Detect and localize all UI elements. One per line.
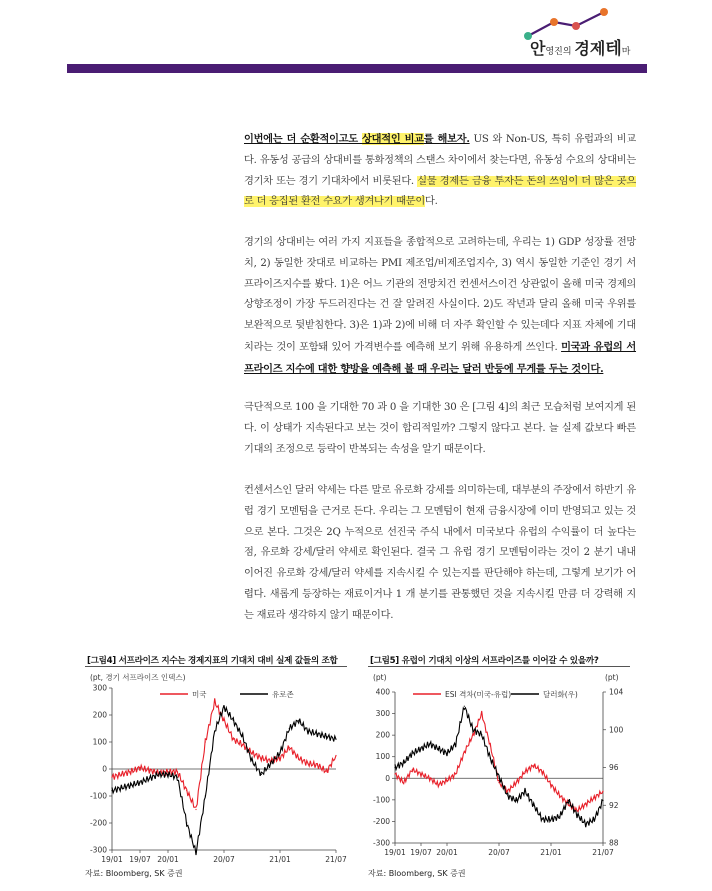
p1-end: 다. [424, 196, 438, 208]
data-point [429, 743, 430, 744]
data-point [394, 773, 395, 774]
data-point [317, 764, 318, 765]
y2-tick-label: 92 [609, 800, 619, 810]
data-point [602, 791, 603, 792]
data-point [326, 736, 327, 737]
y-tick-label: 0 [102, 764, 107, 774]
data-point [307, 763, 308, 764]
data-point [481, 713, 482, 714]
x-tick-label: 19/01 [101, 855, 123, 864]
data-point [251, 760, 252, 761]
data-point [429, 778, 430, 779]
data-point [279, 752, 280, 753]
x-tick-label: 21/07 [325, 855, 347, 864]
data-point [177, 771, 178, 772]
y-tick-label: 300 [375, 709, 390, 719]
logo-dot-orange2 [600, 8, 608, 16]
data-point [223, 720, 224, 721]
legend-label: 유로존 [272, 690, 294, 699]
data-point [464, 752, 465, 753]
paragraph-2 [244, 233, 636, 381]
legend-label: 미국 [192, 690, 207, 699]
data-point [335, 739, 336, 740]
y-tick-label: 200 [92, 710, 107, 720]
y-tick-label: -100 [372, 795, 390, 805]
paragraph-1 [244, 129, 636, 213]
data-point [111, 790, 112, 791]
data-point [121, 787, 122, 788]
y2-axis-label: (pt) [605, 673, 619, 682]
data-point [167, 774, 168, 775]
data-point [261, 758, 262, 759]
figure4-title: [그림4] 서프라이즈 지수는 경제지표의 기대치 대비 실제 값들의 조합 [87, 656, 338, 666]
data-point [533, 805, 534, 806]
data-point [394, 767, 395, 768]
figure5-title-rule [368, 666, 630, 667]
data-point [464, 706, 465, 707]
data-point [594, 819, 595, 820]
header-divider-bar [67, 64, 647, 73]
y2-tick-label: 104 [609, 687, 624, 697]
data-point [167, 771, 168, 772]
data-point [594, 797, 595, 798]
data-point [568, 800, 569, 801]
y-tick-label: 400 [375, 687, 390, 697]
data-point [261, 774, 262, 775]
y-tick-label: 200 [375, 730, 390, 740]
data-point [550, 784, 551, 785]
data-point [242, 744, 243, 745]
y-tick-label: -300 [89, 845, 107, 855]
y-tick-label: -200 [89, 818, 107, 828]
p1-lead: 이번에는 더 순환적이고도 [244, 133, 363, 145]
x-tick-label: 20/07 [488, 848, 510, 857]
p1-highlight-2: 실물 경제든 금융 투자든 돈의 쓰임이 더 많은 곳으로 더 응집된 환전 수요가 생겨나기 때문이 [244, 175, 636, 208]
data-point [139, 782, 140, 783]
data-point [576, 814, 577, 815]
series-line-1 [112, 698, 336, 807]
figure5-source: 자료: Bloomberg, SK 증권 [368, 869, 466, 878]
logo-big2: 경제 [574, 39, 606, 58]
data-point [438, 748, 439, 749]
data-point [205, 741, 206, 742]
data-point [130, 785, 131, 786]
logo-big3: 테 [605, 39, 622, 59]
figure4-title-rule [85, 666, 347, 667]
data-point [307, 731, 308, 732]
data-point [490, 745, 491, 746]
data-point [195, 809, 196, 810]
data-point [298, 720, 299, 721]
data-point [585, 824, 586, 825]
data-point [139, 767, 140, 768]
data-point [498, 782, 499, 783]
data-point [111, 777, 112, 778]
data-point [149, 778, 150, 779]
data-point [507, 791, 508, 792]
data-point [223, 706, 224, 707]
x-tick-label: 21/01 [269, 855, 291, 864]
x-tick-label: 20/01 [157, 855, 179, 864]
p2-emphasis: 미국과 유럽의 서프라이즈 지수에 대한 향방을 예측해 볼 때 우리는 달러 반등에 무게를 두는 것이다. [244, 340, 637, 375]
logo-text [530, 34, 630, 59]
figure5-title: [그림5] 유럽이 기대치 이상의 서프라이즈를 이어갈 수 있을까? [370, 656, 599, 666]
data-point [195, 852, 196, 853]
y-tick-label: 100 [375, 752, 390, 762]
data-point [317, 733, 318, 734]
data-point [438, 784, 439, 785]
y-tick-label: 0 [385, 773, 390, 783]
data-point [602, 800, 603, 801]
p1-body: US 와 Non-US, 특히 유럽과의 비교다. 유동성 공급의 상대비를 통화정책의 스탠스 차이에서 찾는다면, 유동성 수요의 상대비는 경기차 또는 경기 기대차에서 비롯된다. [244, 134, 636, 187]
figure4-source: 자료: Bloomberg, SK 증권 [85, 869, 183, 878]
data-point [472, 735, 473, 736]
data-point [542, 819, 543, 820]
data-point [403, 762, 404, 763]
logo-small2: 마 [621, 47, 631, 57]
series-line-1 [395, 711, 603, 812]
logo-big1: 안 [530, 39, 546, 58]
data-point [130, 771, 131, 772]
data-point [289, 747, 290, 748]
data-point [177, 777, 178, 778]
x-tick-label: 20/07 [213, 855, 235, 864]
p2-body: 경기의 상대비는 여러 가지 지표들을 종합적으로 고려하는데, 우리는 1) GDP 성장률 전망치, 2) 동일한 잣대로 비교하는 PMI 제조업/비제조업지수, 3) 역시 동일한 기준인 경기 서프라이즈지수를 봤다. 1)은 어느 기관의 전망치건 컨센서스이건 상관없이 올해 미국 경제의 상향조정이 가장 두드러진다는 건 잘 알려진 사실이다. 2)도 작년과 달리 올해 미국 우위를 보완적으로 뒷받침한다. 3)은 1)과 2)에 비해 더 자주 확인할 수 있는데다 지표 자체에 기대치라는 것이 포함돼 있어 가격변수를 예측해 보기 위해 유용하게 쓰인다. [244, 237, 636, 353]
data-point [214, 701, 215, 702]
data-point [446, 780, 447, 781]
data-point [542, 771, 543, 772]
series-line-2 [112, 705, 336, 855]
data-point [298, 758, 299, 759]
data-point [516, 800, 517, 801]
data-point [507, 795, 508, 796]
data-point [490, 758, 491, 759]
data-point [149, 770, 150, 771]
data-point [403, 782, 404, 783]
data-point [205, 795, 206, 796]
data-point [559, 795, 560, 796]
data-point [516, 782, 517, 783]
figure4-chart [80, 670, 350, 862]
logo-dot-red [572, 22, 580, 30]
y-axis-label: (pt, 경기 서프라이즈 인덱스) [90, 673, 186, 682]
data-point [481, 734, 482, 735]
x-tick-label: 21/07 [592, 848, 614, 857]
data-point [233, 720, 234, 721]
logo-small1: 영진의 [545, 47, 575, 57]
y-tick-label: 100 [92, 737, 107, 747]
data-point [472, 729, 473, 730]
y2-tick-label: 96 [609, 763, 619, 772]
data-point [559, 816, 560, 817]
data-point [420, 748, 421, 749]
y-tick-label: -200 [372, 816, 390, 826]
data-point [289, 728, 290, 729]
data-point [251, 752, 252, 753]
logo-line [528, 12, 604, 36]
data-point [233, 739, 234, 740]
y-tick-label: -100 [89, 791, 107, 801]
data-point [214, 731, 215, 732]
data-point [420, 773, 421, 774]
data-point [270, 763, 271, 764]
data-point [498, 776, 499, 777]
data-point [524, 791, 525, 792]
x-tick-label: 19/07 [410, 848, 432, 857]
x-tick-label: 19/07 [129, 855, 151, 864]
logo-dot-orange [550, 18, 558, 26]
data-point [585, 804, 586, 805]
x-tick-label: 20/01 [436, 848, 458, 857]
data-point [326, 771, 327, 772]
data-point [550, 819, 551, 820]
p1-lead-end: 를 해보자. [423, 133, 470, 145]
x-tick-label: 19/01 [384, 848, 406, 857]
data-point [524, 771, 525, 772]
data-point [455, 743, 456, 744]
data-point [186, 790, 187, 791]
data-point [121, 774, 122, 775]
paragraph-3: 극단적으로 100 을 기대한 70 과 0 을 기대한 30 은 [그림 4]의 최근 모습처럼 보여지게 된다. 이 상태가 지속된다고 보는 것이 합리적일까? 그렇지 않다고 본다. 늘 실제 값보다 빠른 기대의 조정으로 등락이 반복되는 속성을 알기 때문이다. [244, 402, 636, 455]
data-point [335, 755, 336, 756]
legend-label: 달러화(우) [543, 690, 578, 699]
data-point [412, 769, 413, 770]
data-point [186, 822, 187, 823]
data-point [242, 736, 243, 737]
y2-tick-label: 100 [609, 725, 624, 735]
data-point [576, 810, 577, 811]
legend-label: ESI 격차(미국-유럽) [445, 690, 512, 699]
data-point [446, 753, 447, 754]
data-point [412, 753, 413, 754]
y-tick-label: 300 [92, 683, 107, 693]
figure5-chart [363, 670, 638, 862]
data-point [455, 773, 456, 774]
y-tick-label: -300 [372, 838, 390, 848]
data-point [158, 774, 159, 775]
y-axis-label: (pt) [373, 673, 387, 682]
x-tick-label: 21/01 [540, 848, 562, 857]
y2-tick-label: 88 [609, 838, 619, 848]
data-point [533, 765, 534, 766]
data-point [279, 758, 280, 759]
paragraph-4: 컨센서스인 달러 약세는 다른 말로 유로화 강세를 의미하는데, 대부분의 주장에서 하반기 유럽 경기 모멘텀을 근거로 든다. 우리는 그 모멘텀이 현재 금융시장에 이미 반영되고 있는 것으로 본다. 그것은 2Q 누적으로 선진국 주식 내에서 미국보다 유럽의 수익률이 더 높다는 점, 유로화 강세/달러 약세로 확인된다. 결국 그 유럽 경기 모멘텀이라는 것이 2 분기 내내 이어진 유로화 강세/달러 약세를 지속시킬 수 있는지를 판단해야 하는데, 그렇게 보기가 어렵다. 새롭게 등장하는 재료이거나 1 개 분기를 관통했던 것을 지속시킬 만큼 더 강력해 지는 재료라 생각하지 않기 때문이다. [244, 485, 636, 621]
p1-highlight-1: 상대적인 비교 [362, 133, 424, 145]
